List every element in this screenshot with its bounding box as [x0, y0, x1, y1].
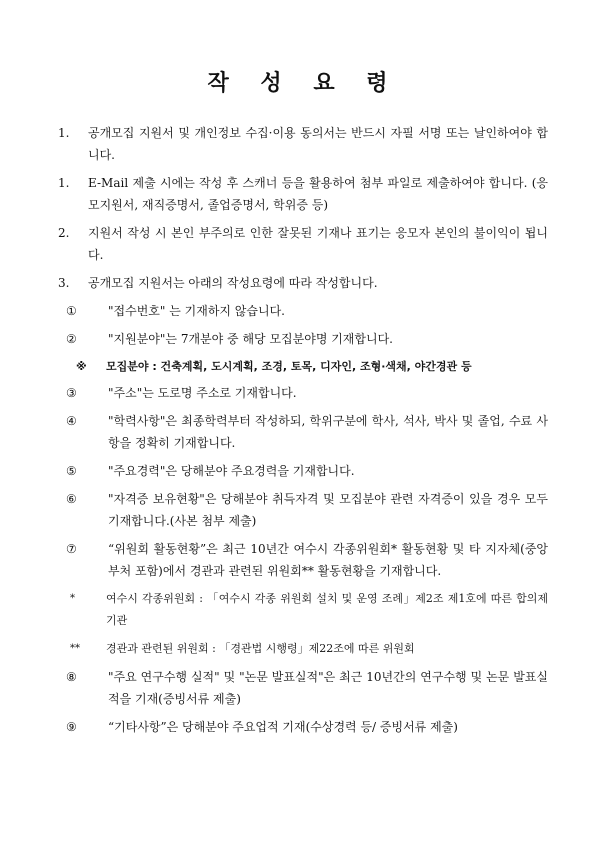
sub-item — [58, 716, 548, 738]
page-title: 작 성 요 령 — [207, 71, 400, 96]
note-marker: ※ — [76, 360, 87, 373]
item-text: 경관과 관련된 위원회 : 「경관법 시행령」제22조에 따른 위원회 — [106, 642, 415, 655]
item-text: "접수번호" 는 기재하지 않습니다. — [108, 304, 285, 318]
item-marker: 2. — [58, 226, 70, 240]
item-text: 지원서 작성 시 본인 부주의로 인한 잘못된 기재나 표기는 응모자 본인의 불이익이 됩니다. — [88, 226, 548, 262]
list-item — [58, 222, 548, 266]
item-marker: ⑥ — [66, 492, 77, 506]
item-marker: ③ — [66, 386, 77, 400]
sub-item — [58, 460, 548, 482]
sub-item — [58, 300, 548, 322]
item-text: 공개모집 지원서는 아래의 작성요령에 따라 작성합니다. — [88, 276, 378, 290]
item-marker: ⑨ — [66, 720, 77, 734]
item-text: “기타사항”은 당해분야 주요업적 기재(수상경력 등/ 증빙서류 제출) — [108, 720, 458, 734]
item-text: 여수시 각종위원회 : 「여수시 각종 위원회 설치 및 운영 조례」제2조 제1호에 따른 합의제 기관 — [106, 592, 548, 627]
sub-item — [58, 328, 548, 350]
item-marker: ⑧ — [66, 670, 77, 684]
item-text: "주요경력"은 당해분야 주요경력을 기재합니다. — [108, 464, 355, 478]
footnote-marker: * — [70, 593, 75, 604]
footnote — [58, 588, 548, 632]
sub-item — [58, 410, 548, 454]
item-marker: ② — [66, 332, 77, 346]
sub-item — [58, 488, 548, 532]
instruction-list — [58, 122, 548, 744]
item-text: 공개모집 지원서 및 개인정보 수집·이용 동의서는 반드시 자필 서명 또는 날인하여야 합니다. — [88, 126, 548, 162]
item-text: "자격증 보유현황"은 당해분야 취득자격 및 모집분야 관련 자격증이 있을 경우 모두 기재합니다.(사본 첨부 제출) — [108, 492, 548, 528]
item-text: "학력사항"은 최종학력부터 작성하되, 학위구분에 학사, 석사, 박사 및 졸업, 수료 사항을 정확히 기재합니다. — [108, 414, 548, 450]
sub-item — [58, 666, 548, 710]
list-item — [58, 172, 548, 216]
item-text: E-Mail 제출 시에는 작성 후 스캐너 등을 활용하여 첨부 파일로 제출하여야 합니다. (응모지원서, 재직증명서, 졸업증명서, 학위증 등) — [88, 176, 548, 212]
field-list-note — [58, 356, 548, 378]
item-text: "주소"는 도로명 주소로 기재합니다. — [108, 386, 297, 400]
item-marker: ④ — [66, 414, 77, 428]
sub-item — [58, 382, 548, 404]
item-text: "주요 연구수행 실적" 및 "논문 발표실적"은 최근 10년간의 연구수행 및 논문 발표실적을 기재(증빙서류 제출) — [108, 670, 548, 706]
item-text: “위원회 활동현황”은 최근 10년간 여수시 각종위원회* 활동현황 및 타 지자체(중앙부처 포함)에서 경관과 관련된 위원회** 활동현황을 기재합니다. — [108, 542, 548, 578]
footnote — [58, 638, 548, 660]
item-marker: ⑤ — [66, 464, 77, 478]
item-text: "지원분야"는 7개분야 중 해당 모집분야명 기재합니다. — [108, 332, 393, 346]
item-marker: 3. — [58, 276, 70, 290]
item-marker: 1. — [58, 176, 70, 190]
item-marker: ⑦ — [66, 542, 77, 556]
item-marker: ① — [66, 304, 77, 318]
list-item — [58, 272, 548, 294]
sub-item — [58, 538, 548, 582]
item-marker: 1. — [58, 126, 70, 140]
list-item — [58, 122, 548, 166]
footnote-marker: ** — [70, 643, 80, 654]
item-text: 모집분야 : 건축계획, 도시계획, 조경, 토목, 디자인, 조형·색채, 야간경관 등 — [106, 360, 472, 373]
